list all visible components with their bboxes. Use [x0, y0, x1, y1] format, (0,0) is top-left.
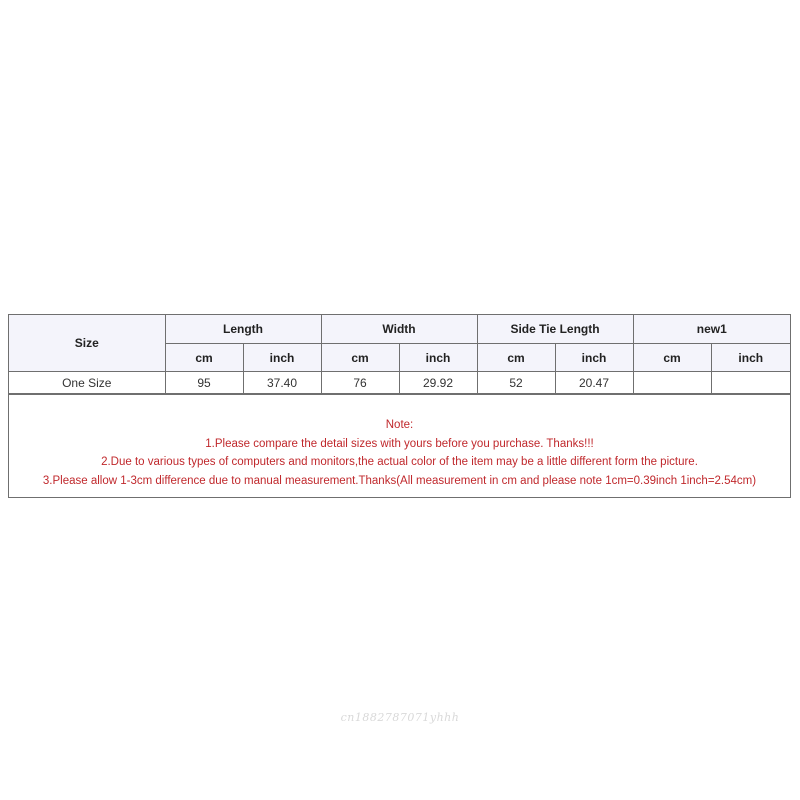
- value-cell: [711, 372, 790, 394]
- unit-header: inch: [243, 344, 321, 372]
- unit-header: inch: [399, 344, 477, 372]
- size-chart: [8, 314, 791, 498]
- header-row-groups: [9, 315, 790, 344]
- value-cell: [633, 372, 711, 394]
- unit-header: cm: [633, 344, 711, 372]
- new1-header: new1: [633, 315, 790, 344]
- length-header: Length: [165, 315, 321, 344]
- unit-header: cm: [321, 344, 399, 372]
- value-cell: 52: [477, 372, 555, 394]
- size-cell: One Size: [9, 372, 165, 394]
- value-cell: 37.40: [243, 372, 321, 394]
- size-table: [9, 315, 790, 394]
- value-cell: 20.47: [555, 372, 633, 394]
- size-header: Size: [9, 315, 165, 372]
- unit-header: inch: [555, 344, 633, 372]
- unit-header: cm: [477, 344, 555, 372]
- note-title: Note:: [385, 419, 414, 431]
- unit-header: cm: [165, 344, 243, 372]
- watermark: cn1882787071yhhh: [340, 711, 460, 724]
- side-tie-length-header: Side Tie Length: [477, 315, 633, 344]
- notes-section: [9, 394, 790, 497]
- note-line-1: 1.Please compare the detail sizes with yours before you purchase. Thanks!!!: [205, 437, 594, 450]
- value-cell: 29.92: [399, 372, 477, 394]
- value-cell: 76: [321, 372, 399, 394]
- width-header: Width: [321, 315, 477, 344]
- note-line-3: 3.Please allow 1-3cm difference due to manual measurement.Thanks(All measurement in cm and please note 1cm=0.39inch 1inch=2.54cm): [42, 474, 757, 487]
- table-row: [9, 372, 790, 394]
- value-cell: 95: [165, 372, 243, 394]
- unit-header: inch: [711, 344, 790, 372]
- note-line-2: 2.Due to various types of computers and monitors,the actual color of the item may be a little different form the picture.: [101, 456, 698, 468]
